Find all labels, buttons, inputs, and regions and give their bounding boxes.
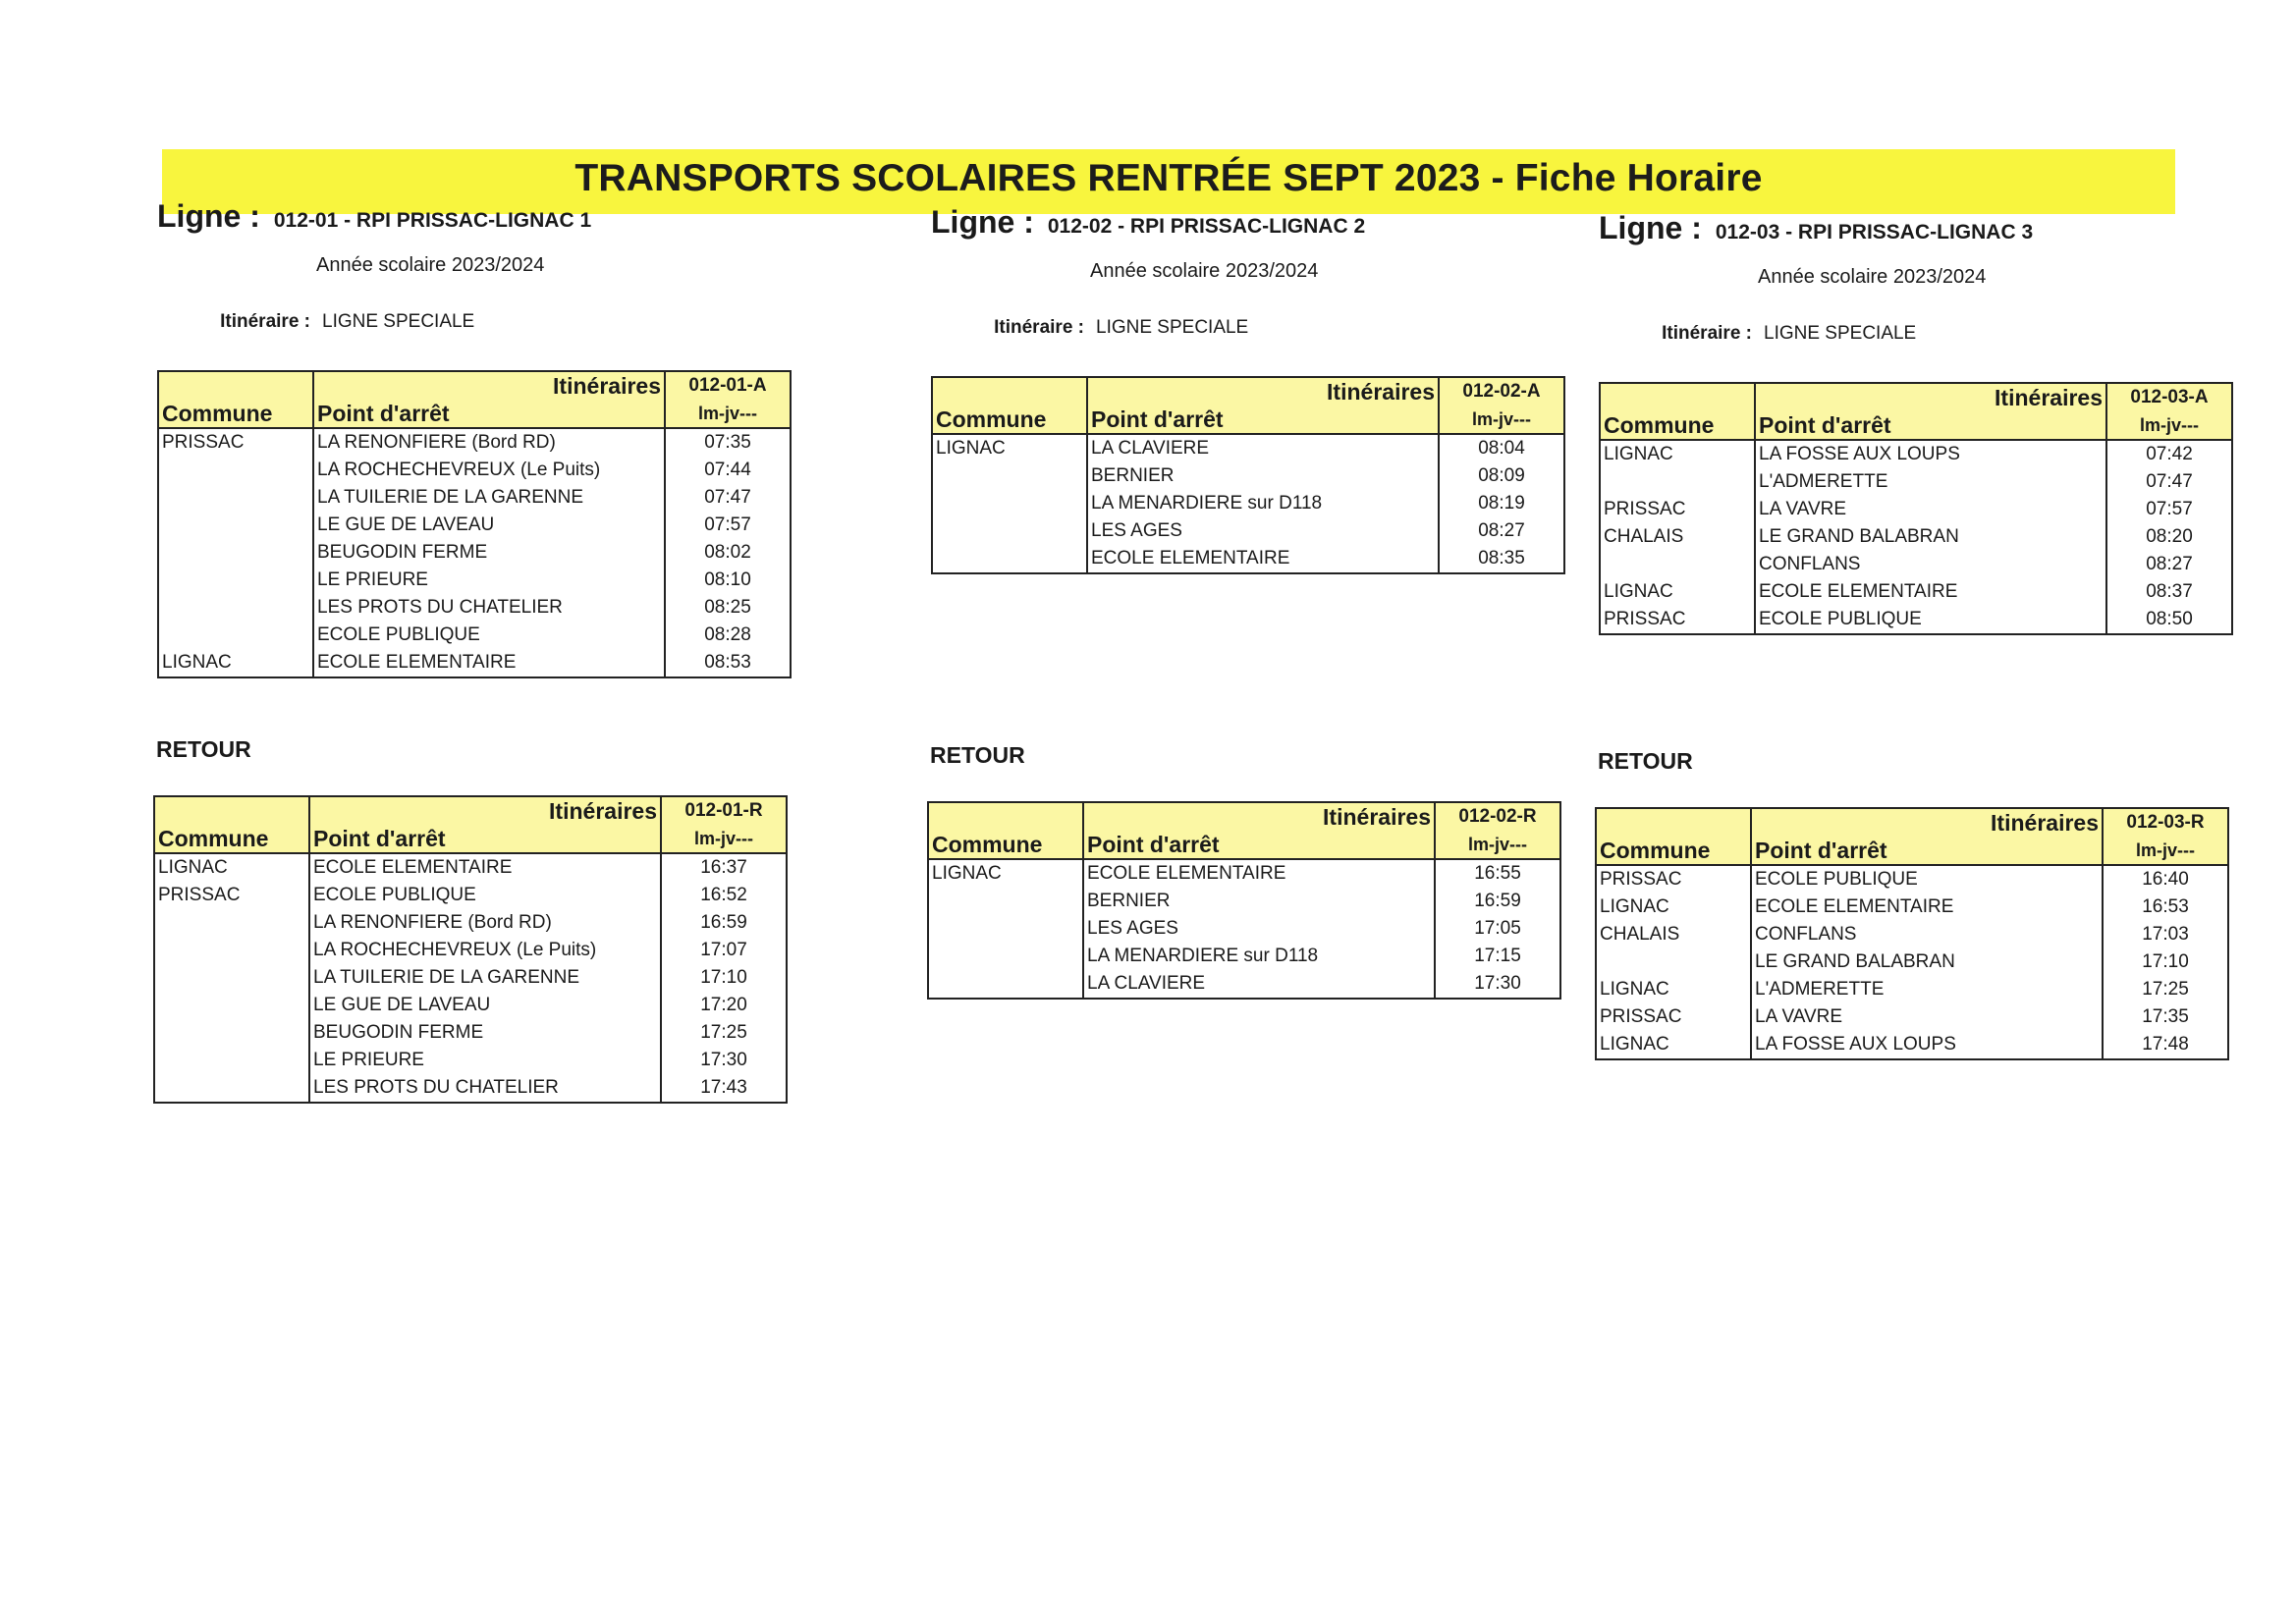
- commune-cell: [154, 1047, 309, 1074]
- route-code: 012-03-A: [2106, 383, 2232, 411]
- commune-header: Commune: [1600, 411, 1755, 440]
- stop-cell: ECOLE ELEMENTAIRE: [1755, 578, 2106, 606]
- commune-cell: CHALAIS: [1596, 921, 1751, 948]
- commune-cell: [932, 545, 1087, 573]
- stop-cell: L'ADMERETTE: [1751, 976, 2103, 1003]
- ligne-label: Ligne :: [1599, 210, 1702, 245]
- itineraires-header: Itinéraires: [1087, 377, 1439, 406]
- itineraires-header: Itinéraires: [1751, 808, 2103, 837]
- stop-cell: BEUGODIN FERME: [309, 1019, 661, 1047]
- stop-cell: LES AGES: [1083, 915, 1435, 943]
- commune-cell: [158, 484, 313, 512]
- itinerary-value: LIGNE SPECIALE: [1764, 323, 1917, 344]
- table-header-row: [1596, 808, 2228, 837]
- table-row: [154, 1074, 787, 1103]
- route-code: 012-03-R: [2103, 808, 2228, 837]
- time-cell: 16:59: [1435, 888, 1560, 915]
- table-row: [158, 484, 791, 512]
- stop-cell: LE GUE DE LAVEAU: [309, 992, 661, 1019]
- stop-cell: ECOLE ELEMENTAIRE: [1083, 859, 1435, 888]
- commune-cell: LIGNAC: [1600, 578, 1755, 606]
- time-cell: 08:02: [665, 539, 791, 567]
- table-row: [1600, 578, 2232, 606]
- stop-cell: ECOLE ELEMENTAIRE: [309, 853, 661, 882]
- line-column: [1599, 210, 2286, 635]
- table-header-row: [158, 371, 791, 400]
- time-cell: 17:07: [661, 937, 787, 964]
- table-header-row: [158, 400, 791, 428]
- time-cell: 17:35: [2103, 1003, 2228, 1031]
- commune-header: Commune: [928, 831, 1083, 859]
- commune-cell: [154, 909, 309, 937]
- table-header-row: [932, 377, 1564, 406]
- commune-cell: PRISSAC: [1600, 496, 1755, 523]
- table-row: [158, 428, 791, 457]
- commune-cell: [928, 915, 1083, 943]
- stop-cell: LA TUILERIE DE LA GARENNE: [313, 484, 665, 512]
- time-cell: 16:52: [661, 882, 787, 909]
- table-row: [158, 539, 791, 567]
- table-row: [154, 909, 787, 937]
- time-cell: 08:25: [665, 594, 791, 622]
- time-cell: 07:35: [665, 428, 791, 457]
- days-header: lm-jv---: [1435, 831, 1560, 859]
- stop-cell: LES PROTS DU CHATELIER: [313, 594, 665, 622]
- time-cell: 16:55: [1435, 859, 1560, 888]
- stop-cell: CONFLANS: [1751, 921, 2103, 948]
- stop-cell: LA FOSSE AUX LOUPS: [1751, 1031, 2103, 1059]
- aller-timetable: [931, 376, 1565, 574]
- time-cell: 17:30: [661, 1047, 787, 1074]
- commune-header: Commune: [154, 825, 309, 853]
- commune-cell: LIGNAC: [154, 853, 309, 882]
- stop-cell: LE PRIEURE: [313, 567, 665, 594]
- stop-cell: BERNIER: [1083, 888, 1435, 915]
- stop-cell: LE GRAND BALABRAN: [1755, 523, 2106, 551]
- table-row: [932, 434, 1564, 462]
- itinerary-value: LIGNE SPECIALE: [322, 311, 475, 332]
- table-header-row: [928, 802, 1560, 831]
- route-code: 012-01-A: [665, 371, 791, 400]
- time-cell: 08:09: [1439, 462, 1564, 490]
- table-header-row: [1600, 383, 2232, 411]
- stop-cell: LA TUILERIE DE LA GARENNE: [309, 964, 661, 992]
- stop-cell: LES AGES: [1087, 517, 1439, 545]
- stop-cell: LE GUE DE LAVEAU: [313, 512, 665, 539]
- commune-cell: [932, 462, 1087, 490]
- time-cell: 08:20: [2106, 523, 2232, 551]
- itinerary-value: LIGNE SPECIALE: [1096, 317, 1249, 338]
- commune-cell: [1596, 948, 1751, 976]
- table-row: [154, 937, 787, 964]
- table-row: [1596, 948, 2228, 976]
- itineraires-header: Itinéraires: [1083, 802, 1435, 831]
- time-cell: 07:44: [665, 457, 791, 484]
- route-code: 012-01-R: [661, 796, 787, 825]
- table-row: [932, 517, 1564, 545]
- time-cell: 08:35: [1439, 545, 1564, 573]
- table-row: [1596, 893, 2228, 921]
- time-cell: 07:57: [2106, 496, 2232, 523]
- stop-header: Point d'arrêt: [1755, 411, 2106, 440]
- stop-cell: ECOLE ELEMENTAIRE: [1751, 893, 2103, 921]
- commune-cell: [932, 490, 1087, 517]
- line-heading: [931, 204, 1618, 243]
- table-header-row: [928, 831, 1560, 859]
- itinerary-label: Itinéraire :: [220, 311, 310, 332]
- retour-heading: RETOUR: [1598, 748, 1693, 774]
- time-cell: 17:20: [661, 992, 787, 1019]
- table-row: [158, 457, 791, 484]
- commune-cell: PRISSAC: [154, 882, 309, 909]
- commune-header: Commune: [1596, 837, 1751, 865]
- route-code: 012-02-R: [1435, 802, 1560, 831]
- stop-cell: LA CLAVIERE: [1083, 970, 1435, 999]
- time-cell: 07:47: [665, 484, 791, 512]
- return-section: [1595, 748, 2282, 1060]
- stop-cell: LA MENARDIERE sur D118: [1087, 490, 1439, 517]
- table-row: [928, 943, 1560, 970]
- time-cell: 08:50: [2106, 606, 2232, 634]
- table-row: [932, 545, 1564, 573]
- stop-cell: ECOLE PUBLIQUE: [313, 622, 665, 649]
- time-cell: 16:37: [661, 853, 787, 882]
- stop-cell: CONFLANS: [1755, 551, 2106, 578]
- table-row: [1596, 1003, 2228, 1031]
- table-row: [154, 882, 787, 909]
- days-header: lm-jv---: [2106, 411, 2232, 440]
- time-cell: 08:27: [2106, 551, 2232, 578]
- time-cell: 08:27: [1439, 517, 1564, 545]
- table-row: [1600, 496, 2232, 523]
- table-row: [928, 859, 1560, 888]
- header-blank-cell: [932, 377, 1087, 406]
- stop-cell: LA MENARDIERE sur D118: [1083, 943, 1435, 970]
- commune-cell: [1600, 468, 1755, 496]
- ligne-label: Ligne :: [157, 198, 260, 234]
- itinerary-label: Itinéraire :: [994, 317, 1084, 338]
- commune-cell: LIGNAC: [1600, 440, 1755, 468]
- commune-cell: [154, 1019, 309, 1047]
- header-blank-cell: [1600, 383, 1755, 411]
- itineraires-header: Itinéraires: [309, 796, 661, 825]
- header-blank-cell: [1596, 808, 1751, 837]
- commune-cell: PRISSAC: [1596, 1003, 1751, 1031]
- line-column: [157, 198, 845, 678]
- commune-cell: LIGNAC: [928, 859, 1083, 888]
- time-cell: 17:10: [2103, 948, 2228, 976]
- time-cell: 16:40: [2103, 865, 2228, 893]
- stop-cell: BERNIER: [1087, 462, 1439, 490]
- retour-heading: RETOUR: [156, 736, 251, 762]
- commune-cell: [158, 457, 313, 484]
- time-cell: 08:53: [665, 649, 791, 677]
- stop-cell: LE GRAND BALABRAN: [1751, 948, 2103, 976]
- stop-cell: ECOLE ELEMENTAIRE: [1087, 545, 1439, 573]
- table-row: [928, 888, 1560, 915]
- stop-cell: LA RENONFIERE (Bord RD): [309, 909, 661, 937]
- time-cell: 17:03: [2103, 921, 2228, 948]
- stop-cell: L'ADMERETTE: [1755, 468, 2106, 496]
- stop-cell: BEUGODIN FERME: [313, 539, 665, 567]
- commune-cell: [158, 512, 313, 539]
- table-row: [158, 594, 791, 622]
- table-row: [158, 622, 791, 649]
- line-name: 012-01 - RPI PRISSAC-LIGNAC 1: [273, 209, 592, 232]
- table-row: [154, 1019, 787, 1047]
- stop-cell: LA VAVRE: [1751, 1003, 2103, 1031]
- commune-cell: [154, 937, 309, 964]
- commune-cell: LIGNAC: [1596, 976, 1751, 1003]
- commune-cell: PRISSAC: [158, 428, 313, 457]
- time-cell: 08:28: [665, 622, 791, 649]
- table-row: [928, 970, 1560, 999]
- time-cell: 17:25: [661, 1019, 787, 1047]
- commune-cell: [154, 964, 309, 992]
- table-row: [1596, 921, 2228, 948]
- table-row: [154, 1047, 787, 1074]
- line-name: 012-02 - RPI PRISSAC-LIGNAC 2: [1047, 215, 1366, 238]
- stop-cell: LES PROTS DU CHATELIER: [309, 1074, 661, 1103]
- stop-cell: LA ROCHECHEVREUX (Le Puits): [309, 937, 661, 964]
- time-cell: 17:15: [1435, 943, 1560, 970]
- school-year: Année scolaire 2023/2024: [1090, 260, 1319, 282]
- table-row: [932, 462, 1564, 490]
- header-blank-cell: [928, 802, 1083, 831]
- time-cell: 08:10: [665, 567, 791, 594]
- commune-header: Commune: [932, 406, 1087, 434]
- stop-cell: LA FOSSE AUX LOUPS: [1755, 440, 2106, 468]
- commune-cell: [928, 943, 1083, 970]
- table-row: [1596, 865, 2228, 893]
- table-row: [1600, 468, 2232, 496]
- commune-cell: LIGNAC: [932, 434, 1087, 462]
- days-header: lm-jv---: [1439, 406, 1564, 434]
- line-heading: [157, 198, 845, 238]
- table-header-row: [1600, 411, 2232, 440]
- itinerary-line: [931, 317, 1618, 347]
- time-cell: 07:42: [2106, 440, 2232, 468]
- stop-cell: LA CLAVIERE: [1087, 434, 1439, 462]
- page-title: TRANSPORTS SCOLAIRES RENTRÉE SEPT 2023 - Fiche Horaire: [574, 157, 1763, 199]
- time-cell: 17:48: [2103, 1031, 2228, 1059]
- table-row: [154, 853, 787, 882]
- table-row: [1596, 1031, 2228, 1059]
- table-header-row: [154, 796, 787, 825]
- days-header: lm-jv---: [665, 400, 791, 428]
- commune-cell: [158, 539, 313, 567]
- stop-cell: LA ROCHECHEVREUX (Le Puits): [313, 457, 665, 484]
- days-header: lm-jv---: [2103, 837, 2228, 865]
- table-row: [154, 964, 787, 992]
- retour-timetable: [1595, 807, 2229, 1060]
- table-row: [932, 490, 1564, 517]
- table-header-row: [932, 406, 1564, 434]
- table-row: [154, 992, 787, 1019]
- time-cell: 16:59: [661, 909, 787, 937]
- commune-cell: PRISSAC: [1596, 865, 1751, 893]
- itinerary-line: [1599, 323, 2286, 352]
- itinerary-label: Itinéraire :: [1662, 323, 1752, 344]
- table-row: [1600, 551, 2232, 578]
- stop-cell: LA RENONFIERE (Bord RD): [313, 428, 665, 457]
- stop-header: Point d'arrêt: [1087, 406, 1439, 434]
- table-row: [1600, 523, 2232, 551]
- time-cell: 08:37: [2106, 578, 2232, 606]
- table-row: [158, 649, 791, 677]
- aller-timetable: [1599, 382, 2233, 635]
- stop-cell: LE PRIEURE: [309, 1047, 661, 1074]
- days-header: lm-jv---: [661, 825, 787, 853]
- time-cell: 17:10: [661, 964, 787, 992]
- stop-header: Point d'arrêt: [1083, 831, 1435, 859]
- stop-cell: ECOLE ELEMENTAIRE: [313, 649, 665, 677]
- table-header-row: [1596, 837, 2228, 865]
- commune-cell: [154, 992, 309, 1019]
- table-row: [1596, 976, 2228, 1003]
- stop-cell: ECOLE PUBLIQUE: [309, 882, 661, 909]
- header-blank-cell: [158, 371, 313, 400]
- table-row: [158, 512, 791, 539]
- commune-cell: [158, 594, 313, 622]
- itineraires-header: Itinéraires: [313, 371, 665, 400]
- time-cell: 07:47: [2106, 468, 2232, 496]
- line-column: [931, 204, 1618, 574]
- retour-heading: RETOUR: [930, 742, 1025, 768]
- school-year: Année scolaire 2023/2024: [316, 254, 545, 276]
- stop-cell: ECOLE PUBLIQUE: [1755, 606, 2106, 634]
- line-name: 012-03 - RPI PRISSAC-LIGNAC 3: [1715, 221, 2034, 243]
- stop-header: Point d'arrêt: [313, 400, 665, 428]
- table-row: [158, 567, 791, 594]
- commune-cell: LIGNAC: [158, 649, 313, 677]
- time-cell: 17:30: [1435, 970, 1560, 999]
- time-cell: 07:57: [665, 512, 791, 539]
- commune-cell: [158, 622, 313, 649]
- retour-timetable: [927, 801, 1561, 1000]
- commune-cell: [928, 970, 1083, 999]
- ligne-label: Ligne :: [931, 204, 1034, 240]
- commune-cell: [158, 567, 313, 594]
- stop-cell: LA VAVRE: [1755, 496, 2106, 523]
- table-row: [928, 915, 1560, 943]
- table-row: [1600, 606, 2232, 634]
- table-row: [1600, 440, 2232, 468]
- stop-cell: ECOLE PUBLIQUE: [1751, 865, 2103, 893]
- stop-header: Point d'arrêt: [1751, 837, 2103, 865]
- stop-header: Point d'arrêt: [309, 825, 661, 853]
- commune-cell: [932, 517, 1087, 545]
- time-cell: 08:04: [1439, 434, 1564, 462]
- itineraires-header: Itinéraires: [1755, 383, 2106, 411]
- commune-cell: [154, 1074, 309, 1103]
- school-year: Année scolaire 2023/2024: [1758, 266, 1987, 288]
- table-header-row: [154, 825, 787, 853]
- commune-cell: CHALAIS: [1600, 523, 1755, 551]
- itinerary-line: [157, 311, 845, 341]
- commune-cell: [1600, 551, 1755, 578]
- header-blank-cell: [154, 796, 309, 825]
- time-cell: 17:25: [2103, 976, 2228, 1003]
- time-cell: 17:05: [1435, 915, 1560, 943]
- commune-cell: [928, 888, 1083, 915]
- time-cell: 08:19: [1439, 490, 1564, 517]
- return-section: [153, 736, 841, 1104]
- line-heading: [1599, 210, 2286, 249]
- time-cell: 17:43: [661, 1074, 787, 1103]
- route-code: 012-02-A: [1439, 377, 1564, 406]
- commune-cell: PRISSAC: [1600, 606, 1755, 634]
- aller-timetable: [157, 370, 792, 678]
- commune-cell: LIGNAC: [1596, 893, 1751, 921]
- commune-cell: LIGNAC: [1596, 1031, 1751, 1059]
- retour-timetable: [153, 795, 788, 1104]
- time-cell: 16:53: [2103, 893, 2228, 921]
- commune-header: Commune: [158, 400, 313, 428]
- return-section: [927, 742, 1614, 1000]
